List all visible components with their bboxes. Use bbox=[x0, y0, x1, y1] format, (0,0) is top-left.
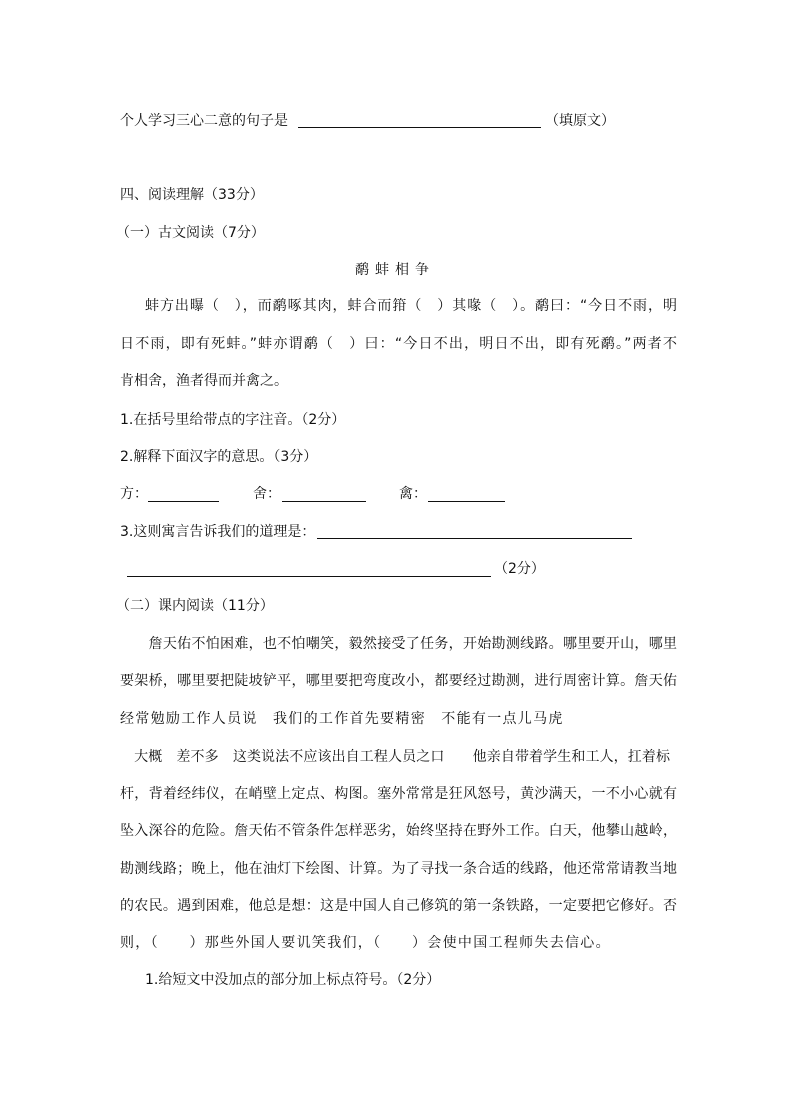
passage-line: 肯相舍，渔者得而并禽之。 bbox=[120, 373, 288, 389]
passage-line: 日不雨，即有死蚌。”蚌亦谓鹬（ ）曰：“今日不出，明日不出，即有死鹬。”两者不 bbox=[120, 336, 677, 352]
part-heading: （二）课内阅读（11分） bbox=[116, 598, 274, 614]
passage-line: 勘测线路；晚上，他在油灯下绘图、计算。为了寻找一条合适的线路，他还常常请教当地 bbox=[120, 861, 677, 877]
term-label: 方： bbox=[120, 486, 148, 502]
question-2: 2.解释下面汉字的意思。（3分） bbox=[120, 449, 318, 465]
fill-line-question bbox=[120, 112, 288, 130]
question-1: 1.给短文中没加点的部分加上标点符号。（2分） bbox=[145, 972, 441, 988]
part-heading: （一）古文阅读（7分） bbox=[116, 225, 265, 241]
answer-blank[interactable] bbox=[282, 501, 366, 502]
answer-blank[interactable] bbox=[127, 576, 491, 577]
term-label: 禽： bbox=[399, 486, 427, 502]
fill-hint: （填原文） bbox=[545, 113, 615, 129]
passage-line: 蚌方出曝（ ），而鹬啄其肉，蚌合而箝（ ）其喙（ ）。鹬曰：“今日不雨，明 bbox=[145, 298, 677, 314]
passage-line: 要架桥，哪里要把陡坡铲平，哪里要把弯度改小，都要经过勘测，进行周密计算。詹天佑 bbox=[120, 673, 677, 689]
question-text: 个人学习三心二意的句子是 bbox=[120, 113, 288, 129]
term-label: 舍： bbox=[253, 486, 281, 502]
answer-blank[interactable] bbox=[317, 538, 632, 539]
answer-blank[interactable] bbox=[298, 127, 541, 128]
passage-line: 大概 差不多 这类说法不应该出自工程人员之口 他亲自带着学生和工人，扛着标 bbox=[120, 749, 670, 765]
passage-line: 经常勉励工作人员说 我们的工作首先要精密 不能有一点儿马虎 bbox=[120, 711, 564, 727]
question-1: 1.在括号里给带点的字注音。（2分） bbox=[120, 412, 346, 428]
passage-line: 杆，背着经纬仪，在峭壁上定点、构图。塞外常常是狂风怒号，黄沙满天，一不小心就有 bbox=[120, 786, 677, 802]
passage-line: 詹天佑不怕困难，也不怕嘲笑，毅然接受了任务，开始勘测线路。哪里要开山，哪里 bbox=[120, 636, 677, 652]
answer-blank[interactable] bbox=[428, 501, 505, 502]
answer-blank[interactable] bbox=[148, 501, 219, 502]
section-heading: 四、阅读理解（33分） bbox=[120, 187, 264, 203]
question-3: 3.这则寓言告诉我们的道理是： bbox=[120, 524, 316, 540]
passage-line: 坠入深谷的危险。詹天佑不管条件怎样恶劣，始终坚持在野外工作。白天，他攀山越岭， bbox=[120, 823, 677, 839]
passage-line: 的农民。遇到困难，他总是想：这是中国人自己修筑的第一条铁路，一定要把它修好。否 bbox=[120, 898, 677, 914]
passage-line: 则，（ ）那些外国人要讥笑我们，（ ）会使中国工程师失去信心。 bbox=[120, 935, 611, 951]
score-label: （2分） bbox=[494, 561, 545, 577]
passage-title: 鹬蚌相争 bbox=[355, 262, 435, 278]
